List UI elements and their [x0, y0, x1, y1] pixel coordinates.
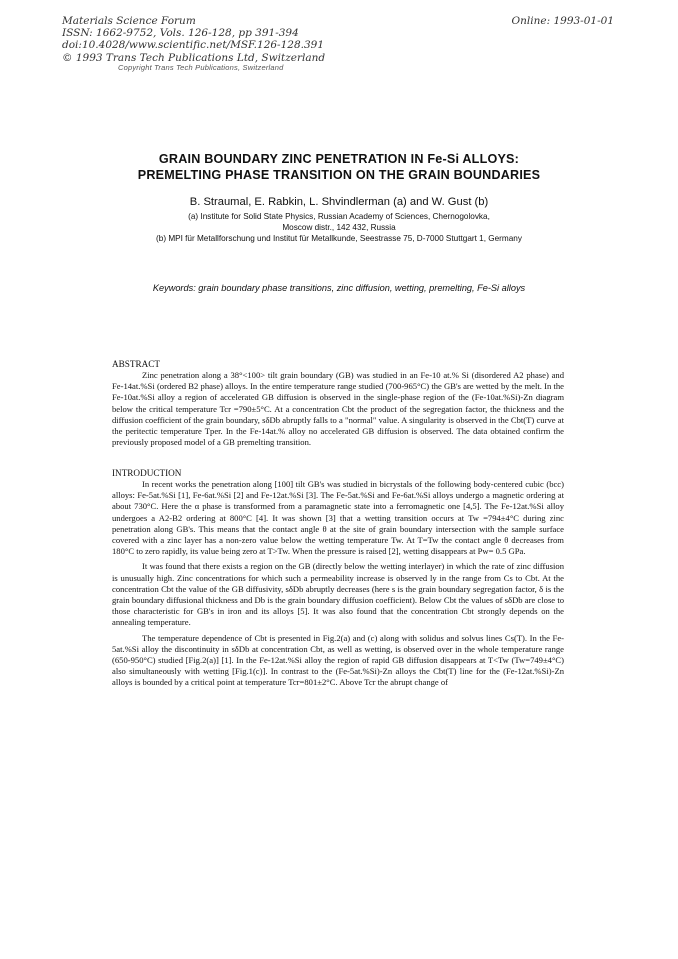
intro-paragraph-1: In recent works the penetration along [100] tilt GB's was studied in bicrystals of the following body-centered cubic (bcc) alloys: Fe-5at.%Si [1], Fe-6at.%Si [2] and Fe-12at.%Si [3]. The Fe-5at.%Si and Fe-6at.%Si alloys undergo a magnetic ordering at about 730°C. Here the α phase is transformed from a paramagnetic state into a ferromagnetic one [4,5]. The Fe-12at.%Si alloy undergoes a A2-B2 ordering at 800°C [4]. It was shown [3] that a wetting transition occurs at Tw =794±4°C during zinc penetration along GB's. This means that the contact angle θ at the site of grain boundary intersection with the sample surface covered with a zinc layer has a non-zero value below the wetting temperature Tw. At T=Tw the contact angle θ decreases from 180°C to zero rapidly, its value being zero at T>Tw. When the pressure is raised [2], wetting disappears at Pw= 0.5 GPa.: [112, 479, 564, 557]
abstract-text: Zinc penetration along a 38°<100> tilt grain boundary (GB) was studied in an Fe-10 at.% Si (disordered A2 phase) and Fe-14at.%Si (ordered B2 phase) alloys. In the entire temperature range studied (700-965°C) the GB's are wetted by the melt. In the Fe-10at.%Si alloy a region of accelerated GB diffusion is observed in the single-phase region of the (Fe-10at.%Si)-Zn diagram below the critical temperature Tcr =790±5°C. At a concentration Cbt the product of the segregation factor, the thickness and the diffusion coefficient of the grain boundary, sδDb abruptly falls to a "normal" value. A singularity is observed in the Cbt(T) curve at the peritectic temperature Tper. In the Fe-14at.% alloy no accelerated GB diffusion is observed. The data obtained confirm the previously proposed model of a GB premelting transition.: [112, 370, 564, 448]
abstract-section: [112, 358, 564, 448]
paper-title-line-2: PREMELTING PHASE TRANSITION ON THE GRAIN BOUNDARIES: [137, 168, 541, 182]
doi-line: doi:10.4028/www.scientific.net/MSF.126-128.391: [62, 39, 325, 52]
journal-name: Materials Science Forum: [62, 15, 196, 27]
affiliation-a-line-1: (a) Institute for Solid State Physics, Russian Academy of Sciences, Chernogolovka,: [188, 212, 490, 221]
affiliation-b: (b) MPI für Metallforschung und Institut für Metallkunde, Seestrasse 75, D-7000 Stuttgart 1, Germany: [156, 234, 522, 243]
journal-citation: [62, 15, 325, 64]
abstract-heading: ABSTRACT: [112, 359, 160, 369]
introduction-heading: INTRODUCTION: [112, 468, 182, 478]
intro-paragraph-3: The temperature dependence of Cbt is presented in Fig.2(a) and (c) along with solidus and solvus lines Cs(T). In the Fe-5at.%Si alloy the discontinuity in sδDb at concentration Cbt, as well as wetting, is observed over in the whole temperature range (650-950°C) studied [Fig.2(a)] [1]. In the Fe-12at.%Si alloy the region of rapid GB diffusion disappears at T<Tw (Tw=749±4°C) also simultaneously with wetting [Fig.1(c)]. In contrast to the (Fe-5at.%Si)-Zn alloys the Cbt(T) line for the (Fe-12at.%Si)-Zn alloys is bounded by a critical point at temperature Tcr=801±2°C. Above Tcr the abrupt change of: [112, 632, 564, 688]
intro-paragraph-2: It was found that there exists a region on the GB (directly below the wetting interlayer) in which the rate of zinc diffusion is unusually high. Zinc concentrations for which such a permeability increase is observed ly in the range from Cs to Cbt. At the concentration Cbt the value of the GB diffusivity, sδDb abruptly decreases (here s is the grain boundary segregation factor, δ is the grain boundary diffusional thickness and Db is the grain boundary diffusion coefficient). Below Cbt the values of sδDb are close to those characteristic for GB's in iron and its alloys [5]. It was also found that the concentration Cbt strongly depends on the annealing temperature.: [112, 561, 564, 628]
introduction-section: [112, 467, 564, 689]
affiliation-a-line-2: Moscow distr., 142 432, Russia: [282, 223, 396, 232]
paper-title-line-1: GRAIN BOUNDARY ZINC PENETRATION IN Fe-Si ALLOYS:: [158, 152, 520, 166]
keywords: Keywords: grain boundary phase transitions, zinc diffusion, wetting, premelting, Fe-Si alloys: [152, 283, 526, 293]
authors: B. Straumal, E. Rabkin, L. Shvindlerman (a) and W. Gust (b): [189, 196, 489, 208]
online-date: Online: 1993-01-01: [511, 15, 614, 27]
issn-line: ISSN: 1662-9752, Vols. 126-128, pp 391-394: [62, 27, 299, 40]
title-block: [0, 151, 678, 244]
copyright-line: © 1993 Trans Tech Publications Ltd, Switzerland: [62, 51, 326, 64]
copyright-stamp: Copyright Trans Tech Publications, Switzerland: [118, 63, 284, 72]
